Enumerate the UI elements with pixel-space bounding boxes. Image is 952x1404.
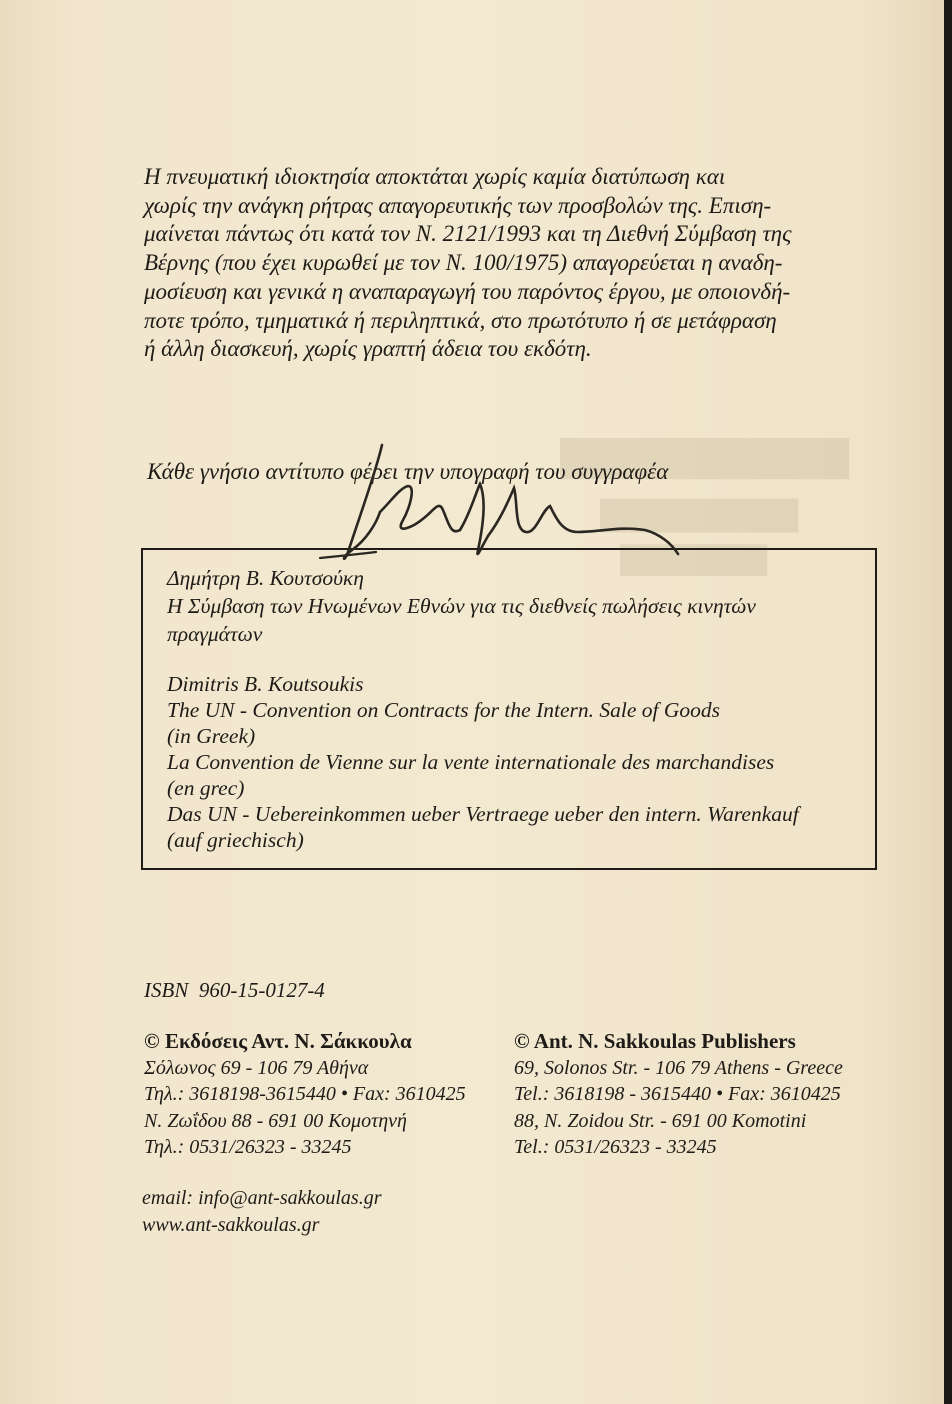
publisher-greek-line: Σόλωνος 69 - 106 79 Αθήνα	[144, 1056, 369, 1079]
author-signature	[300, 440, 690, 570]
publisher-greek-line: Τηλ.: 3618198-3615440 • Fax: 3610425	[144, 1083, 466, 1105]
publisher-english-line: Tel.: 0531/26323 - 33245	[514, 1136, 717, 1158]
publisher-english-line: 69, Solonos Str. - 106 79 Athens - Greece	[514, 1056, 843, 1079]
isbn: ISBN 960-15-0127-4	[144, 978, 325, 1002]
copyright-line: Βέρνης (που έχει κυρωθεί με τον Ν. 100/1975) απαγορεύεται η αναδη-	[144, 250, 783, 276]
email-address: email: info@ant-sakkoulas.gr	[142, 1187, 382, 1209]
publisher-greek-name: © Εκδόσεις Αντ. Ν. Σάκκουλα	[144, 1029, 412, 1053]
show-through-decoration: ████████████	[560, 440, 850, 477]
copyright-line: μοσίευση και γενικά η αναπαραγωγή του παρόντος έργου, με οποιονδή-	[144, 278, 791, 304]
title-greek: Η Σύμβαση των Ηνωμένων Εθνών για τις διεθνείς πωλήσεις κινητών	[167, 594, 756, 618]
title-french-note: (en grec)	[167, 776, 245, 800]
signature-note: Κάθε γνήσιο αντίτυπο φέρει την υπογραφή του συγγραφέα	[147, 459, 669, 484]
title-french: La Convention de Vienne sur la vente internationale des marchandises	[167, 750, 775, 774]
copyright-line: Η πνευματική ιδιοκτησία αποκτάται χωρίς καμία διατύπωση και	[144, 164, 726, 189]
title-german: Das UN - Uebereinkommen ueber Vertraege ueber den intern. Warenkauf	[167, 802, 799, 826]
title-english-note: (in Greek)	[167, 724, 256, 748]
author-latin: Dimitris B. Koutsoukis	[167, 672, 364, 696]
author-greek: Δημήτρη Β. Κουτσούκη	[167, 566, 364, 590]
show-through-decoration: ██████████	[600, 500, 799, 531]
title-english: The UN - Convention on Contracts for the Intern. Sale of Goods	[167, 698, 720, 722]
website-address: www.ant-sakkoulas.gr	[142, 1213, 320, 1236]
copyright-line: ποτε τρόπο, τμηματικά ή περιληπτικά, στο πρωτότυπο ή σε μετάφραση	[144, 307, 777, 333]
copyright-line: μαίνεται πάντως ότι κατά τον Ν. 2121/1993 και τη Διεθνή Σύμβαση της	[144, 221, 792, 247]
title-greek-cont: πραγμάτων	[167, 622, 263, 646]
publisher-english	[514, 1028, 843, 1161]
publisher-contact	[142, 1185, 381, 1238]
copyright-line: ή άλλη διασκευή, χωρίς γραπτή άδεια του εκδότη.	[144, 336, 592, 362]
publisher-english-name: © Ant. N. Sakkoulas Publishers	[514, 1029, 796, 1053]
publisher-english-line: 88, N. Zoidou Str. - 691 00 Komotini	[514, 1109, 807, 1132]
publisher-greek	[144, 1028, 466, 1161]
title-german-note: (auf griechisch)	[167, 828, 304, 852]
copyright-notice	[144, 163, 888, 364]
show-through-decoration: ████████	[620, 545, 768, 574]
publisher-greek-line: Τηλ.: 0531/26323 - 33245	[144, 1136, 352, 1158]
publisher-greek-line: Ν. Ζωΐδου 88 - 691 00 Κομοτηνή	[144, 1109, 407, 1132]
publisher-english-line: Tel.: 3618198 - 3615440 • Fax: 3610425	[514, 1083, 841, 1105]
copyright-line: χωρίς την ανάγκη ρήτρας απαγορευτικής των προσβολών της. Επιση-	[144, 192, 772, 218]
